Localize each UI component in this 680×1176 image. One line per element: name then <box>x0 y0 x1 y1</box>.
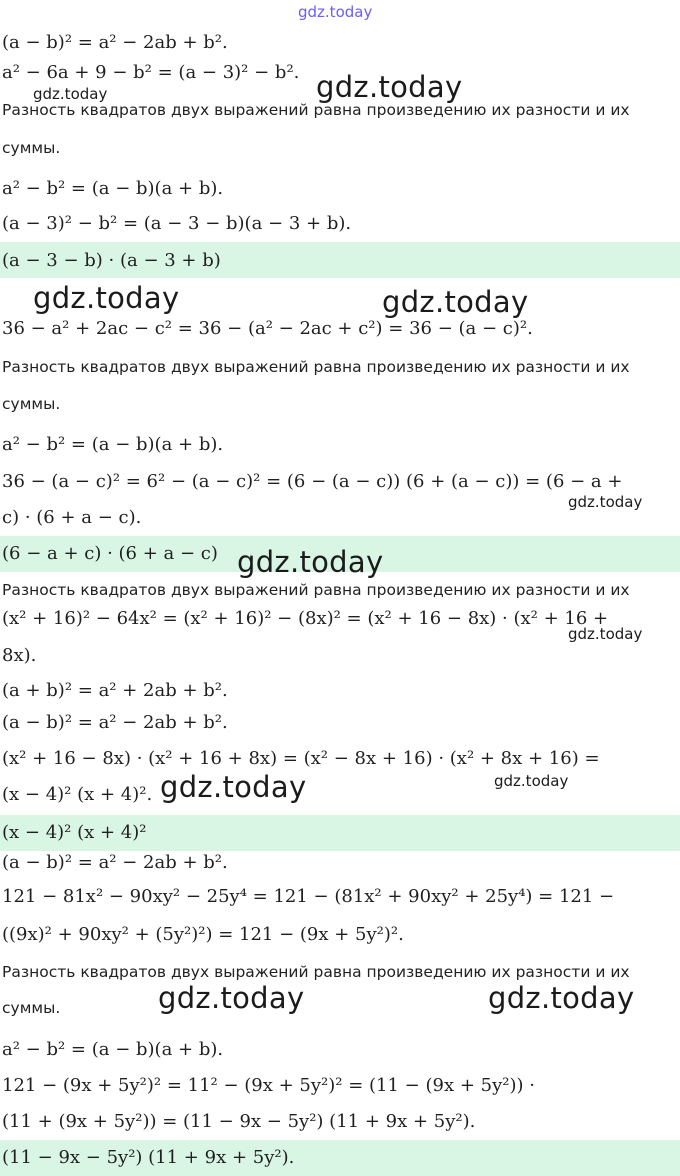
text-line: суммы. <box>2 999 61 1017</box>
formula-line: ((9x)² + 90xy² + (5y²)²) = 121 − (9x + 5y²)². <box>2 924 404 945</box>
text-line: суммы. <box>2 139 61 157</box>
answer-line: (x − 4)² (x + 4)² <box>2 822 147 843</box>
answer-line: (6 − a + c) · (6 + a − c) <box>2 543 218 564</box>
watermark: gdz.today <box>33 281 180 315</box>
text-line: Разность квадратов двух выражений равна произведению их разности и их <box>2 581 630 599</box>
answer-line: (11 − 9x − 5y²) (11 + 9x + 5y²). <box>2 1147 295 1168</box>
text-line: Разность квадратов двух выражений равна произведению их разности и их <box>2 358 630 376</box>
formula-line: (x − 4)² (x + 4)². <box>2 784 153 805</box>
watermark: gdz.today <box>158 981 305 1015</box>
answer-line: (a − 3 − b) · (a − 3 + b) <box>2 250 221 271</box>
formula-line: (a − b)² = a² − 2ab + b². <box>2 852 228 873</box>
formula-line: 121 − (9x + 5y²)² = 11² − (9x + 5y²)² = (11 − (9x + 5y²)) · <box>2 1075 535 1096</box>
text-line: Разность квадратов двух выражений равна произведению их разности и их <box>2 963 630 981</box>
formula-line: a² − b² = (a − b)(a + b). <box>2 178 224 199</box>
formula-line: (a − b)² = a² − 2ab + b². <box>2 32 228 53</box>
formula-line: (a − b)² = a² − 2ab + b². <box>2 712 228 733</box>
watermark: gdz.today <box>494 772 569 790</box>
formula-line: (11 + (9x + 5y²)) = (11 − 9x − 5y²) (11 + 9x + 5y²). <box>2 1111 476 1132</box>
formula-line: 36 − a² + 2ac − c² = 36 − (a² − 2ac + c²) = 36 − (a − c)². <box>2 318 533 339</box>
formula-line: 36 − (a − c)² = 6² − (a − c)² = (6 − (a − c)) (6 + (a − c)) = (6 − a + <box>2 471 623 492</box>
formula-line: (a + b)² = a² + 2ab + b². <box>2 680 228 701</box>
formula-line: (x² + 16 − 8x) · (x² + 16 + 8x) = (x² − 8x + 16) · (x² + 8x + 16) = <box>2 748 600 769</box>
text-line: суммы. <box>2 395 61 413</box>
watermark: gdz.today <box>160 770 307 804</box>
formula-line: a² − b² = (a − b)(a + b). <box>2 1039 224 1060</box>
formula-line: 121 − 81x² − 90xy² − 25y⁴ = 121 − (81x² + 90xy² + 25y⁴) = 121 − <box>2 886 615 907</box>
watermark: gdz.today <box>568 625 643 643</box>
watermark: gdz.today <box>568 493 643 511</box>
watermark: gdz.today <box>33 85 108 103</box>
formula-line: a² − 6a + 9 − b² = (a − 3)² − b². <box>2 62 300 83</box>
watermark: gdz.today <box>382 285 529 319</box>
formula-line: (a − 3)² − b² = (a − 3 − b)(a − 3 + b). <box>2 213 352 234</box>
formula-line: c) · (6 + a − c). <box>2 507 142 528</box>
watermark-top: gdz.today <box>298 3 373 21</box>
watermark: gdz.today <box>237 545 384 579</box>
formula-line: 8x). <box>2 645 37 666</box>
watermark: gdz.today <box>316 70 463 104</box>
text-line: Разность квадратов двух выражений равна произведению их разности и их <box>2 101 630 119</box>
formula-line: a² − b² = (a − b)(a + b). <box>2 434 224 455</box>
watermark: gdz.today <box>488 981 635 1015</box>
formula-line: (x² + 16)² − 64x² = (x² + 16)² − (8x)² = (x² + 16 − 8x) · (x² + 16 + <box>2 608 609 629</box>
